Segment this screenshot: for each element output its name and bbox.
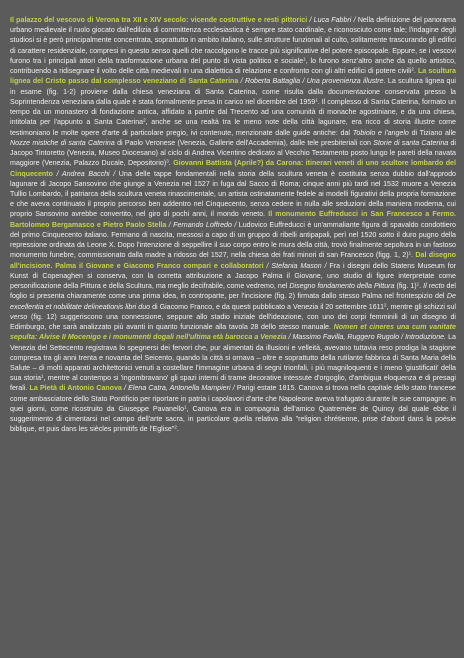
article-title: La Pietà di Antonio Canova	[29, 384, 122, 393]
footnote-ref: 1	[408, 250, 412, 256]
footnote-ref: 2	[384, 302, 387, 308]
article-author: / Massimo Favilla, Ruggero Rugolo /	[286, 333, 406, 342]
article-text: .	[419, 282, 424, 291]
footnote-ref: 1	[184, 404, 187, 410]
footnote-ref: 3	[166, 158, 169, 164]
footnote-ref: 2	[174, 424, 177, 430]
article-text: La scultura lignea qui in esame (fig. 1-2) proviene dalla chiesa veneziana di Santa Caterina, come risulta dalla documentazione conservata presso la Soprintendenza veneziana dalla quale è stata formalmente presa in carico nel dicembre del 1959	[10, 77, 456, 106]
work-title: Disegno fondamento della Pittura	[289, 282, 395, 291]
footnote-ref: 2	[411, 66, 414, 72]
footnote-ref: 1	[41, 373, 44, 379]
article-text: Nella definizione del panorama urbano medievale il ruolo giocato dall'edilizia di committenza ecclesiastica è sempre stato cardinale, e riconosciuto come tale; l'indagine degli studiosi si è però principalmente concentrata, soprattutto in ambito italiano, sulle strutture funzionali al culto, solitamente trascurando gli edifici di carattere residenziale, compresi in questo senso quelli che raccolgono le tracce più significative del potere episcopale. Eppure, se i vescovi furono tra i principali attori della trasformazione urbana del punto di vista politico e sociale	[10, 16, 456, 65]
article-text: , Canova era in compagnia dell'amico Quatremère de Quincy dal quale ebbe il suggerimento di cimentarsi nel campo dell'arte sacra, in particolare quella relativa alla "religion chrétienne, prise d'abord dans la poèsie biblique, et puis dans les siècles primitifs de l'Eglise"	[10, 404, 456, 434]
article-text: , anche se una realtà tra le meno note della città lagunare, era ricco di storia illustre come testimoniano le molte opere d'arte di particolare pregio, ivi contenute, menzionate dalle guide antiche: dal	[10, 118, 456, 137]
article-text: La Venezia del Settecento registrava lo spegnersi dei fervori che, pur alimentati da illusioni e velleità, avevano tuttavia reso prodiga la stagione compresa tra gli anni trenta e novanta del Seicento, quando la città si ornava – oltre e soprattutto della rutilante fabbrica di Santa Maria della Salute – di molti apparati architettonici venuti a costellare l'immagine urbana di segni trionfali, i più magniloquenti e i meno 'giustificati' della sua storia	[10, 333, 456, 383]
work-title: De excellentia et nobilitate delineationis libri duo	[10, 292, 456, 311]
article-text: .	[176, 425, 179, 434]
article-text: .	[411, 251, 416, 260]
article-title: Il palazzo del vescovo di Verona tra XII e XIV secolo: vicende costruttive e resti pittorici	[10, 16, 308, 24]
article-text: del foglio si presenta chiaramente come una prima idea, in controparte, per l'incisione (fig. 2) firmata dallo stesso Palma nel frontespizio del	[10, 282, 456, 301]
article-text: , lo furono senz'altro anche da quello artistico, contribuendo a ridisegnare il volto delle città medievali in una dialettica di relazione e confronto con gli altri edifici di potere civili	[10, 56, 456, 76]
footnote-ref: 2	[143, 117, 146, 123]
article-author: / Andrea Bacchi /	[52, 169, 119, 178]
article-text: . Il complesso di Santa Caterina, formato un tempo da un monastero di fondazione antica, affidato a partire dal Trecento ad una comunità di monache agostiniane, e da una chiesa, intitolata per l'appunto a Santa Caterina	[10, 97, 456, 127]
footnote-ref: 1	[315, 97, 318, 103]
article-subtitle: Introduzione.	[405, 333, 447, 342]
work-title: Tobiolo e l'angelo	[352, 128, 409, 137]
article-title: La scultura lignea del Cristo passo dal complesso veneziano di Santa Caterina	[10, 67, 456, 86]
article-text: di Jacopo Tintoretto (Venezia, Museo Diocesano) al ciclo di Andrea Vicentino dedicato al Vecchio Testamento posto lungo le pareti della navata maggiore (Venezia, Palazzo Ducale, Depositorio)	[10, 138, 456, 168]
article-text: .	[413, 67, 416, 76]
work-title: verso	[10, 312, 28, 321]
article-title: Giovanni Battista (Aprile?) da Carona: itinerari veneti di uno scultore lombardo del Cinquecento	[10, 159, 456, 178]
article-subtitle: Una provenienza illustre.	[306, 77, 386, 86]
article-text: , mentre al contempo si 'ingombravano' gli spazi interni di trame decorative intessute d'orgoglio, d'ambigua eloquenza e di presagi ferali.	[10, 374, 456, 393]
article-text: .	[168, 159, 174, 168]
footnote-ref: 1	[416, 281, 420, 287]
page-text	[10, 15, 456, 647]
work-title: Nozze mistiche di santa Caterina	[10, 138, 115, 147]
article-text: (fig. 12) suggeriscono una connessione, seppure allo stadio iniziale dell'ideazione, con uno dei corpi femminili di un disegno di Edimburgo, che sarà analizzato più avanti in quanto funzionale alla tavola 28 dello stesso manuale.	[10, 312, 456, 332]
article-summaries	[10, 15, 456, 435]
article-author: / Fernando Loffredo /	[166, 220, 239, 229]
article-title: Dal disegno all'incisione. Palma il Giovane e Giacomo Franco compari e collaboratori	[10, 251, 456, 270]
article-title: Nomen et cineres una cum vanitate sepulta: Alvise II Mocenigo e i monumenti dogali nell'ultima età barocca a Venezia	[10, 323, 456, 342]
footnote-ref: 1	[303, 56, 306, 62]
article-text: di Giacomo Franco, e da questi pubblicato a Venezia il 20 settembre 1611	[150, 302, 385, 311]
article-author: / Stefania Mason /	[263, 261, 330, 270]
article-author: / Elena Catra, Antonella Mampieri /	[121, 384, 237, 393]
article-text: Fra i disegni dello Statens Museum for Kunst di Copenaghen si conserva, con la corretta attribuzione a Jacopo Palma il Giovane, uno studio di figure interpretate come personificazione della Pittura e della Scultura, ma meglio decifrabile, come vedremo, nel	[10, 261, 456, 291]
article-author: / Roberta Battaglia /	[238, 77, 307, 86]
article-text: Ludovico Euffreducci è un'ammaliante figura di spavaldo condottiero del primo Cinquecento italiano. Fermano di nascita, messosi a capo di un gruppo di ribelli antipapali, perì nel 1520 sotto il duro pugno della repressione ordinata da Leone X. Dopo l'intenzione di seppellire il suo corpo entro le mura della città, trovò finalmente sepoltura in un fastoso monumento funebre, commissionato dalla madre a ridosso del 1527, nella chiesa dei frati minori di san Francesco (figg. 1, 2)	[10, 220, 456, 260]
article-title: Il monumento Euffreducci in San Francesco a Fermo. Bartolomeo Bergamasco e Pietro Paolo Stella	[10, 210, 456, 229]
work-title: Il recto	[423, 282, 445, 291]
article-text: di Paolo Veronese (Venezia, Gallerie dell'Accademia), dalle tele presbiteriali con	[114, 138, 374, 147]
article-text: (fig. 1)	[394, 282, 417, 291]
article-text: , mentre gli schizzi sul	[386, 302, 456, 311]
article-text: Una delle tappe fondamentali nella storia della scultura veneta è costituita senza dubbio dall'approdo lagunare di Jacopo Sansovino che giunge a Venezia nel 1527 in fuga dal Sacco di Roma; cinque anni più tardi nel 1532 muore a Venezia Tullio Lombardo, il patriarca della scultura veneta rinascimentale, un artista ostinatamente fedele ai modelli figurativi della propria formazione e che aveva continuato il proprio percorso ben addentro nel Cinquecento, senza cedere in nulla alle seduzioni della maniera moderna, cui proprio Sansovino avrebbe convertito, nel giro di pochi anni, il mondo veneto.	[10, 169, 456, 219]
article-text: Parigi estate 1815. Canova si trova nella capitale dello stato francese come ambasciatore dello Stato Pontificio per riportare in patria i capolavori d'arte che Napoleone aveva trafugato durante le sue campagne. In quei giorni, come ricostruito da Giuseppe Pavanello	[10, 384, 456, 413]
article-text: di Tiziano alle	[408, 128, 456, 137]
work-title: Storie di santa Caterina	[373, 138, 449, 147]
article-author: / Luca Fabbri /	[307, 16, 358, 24]
